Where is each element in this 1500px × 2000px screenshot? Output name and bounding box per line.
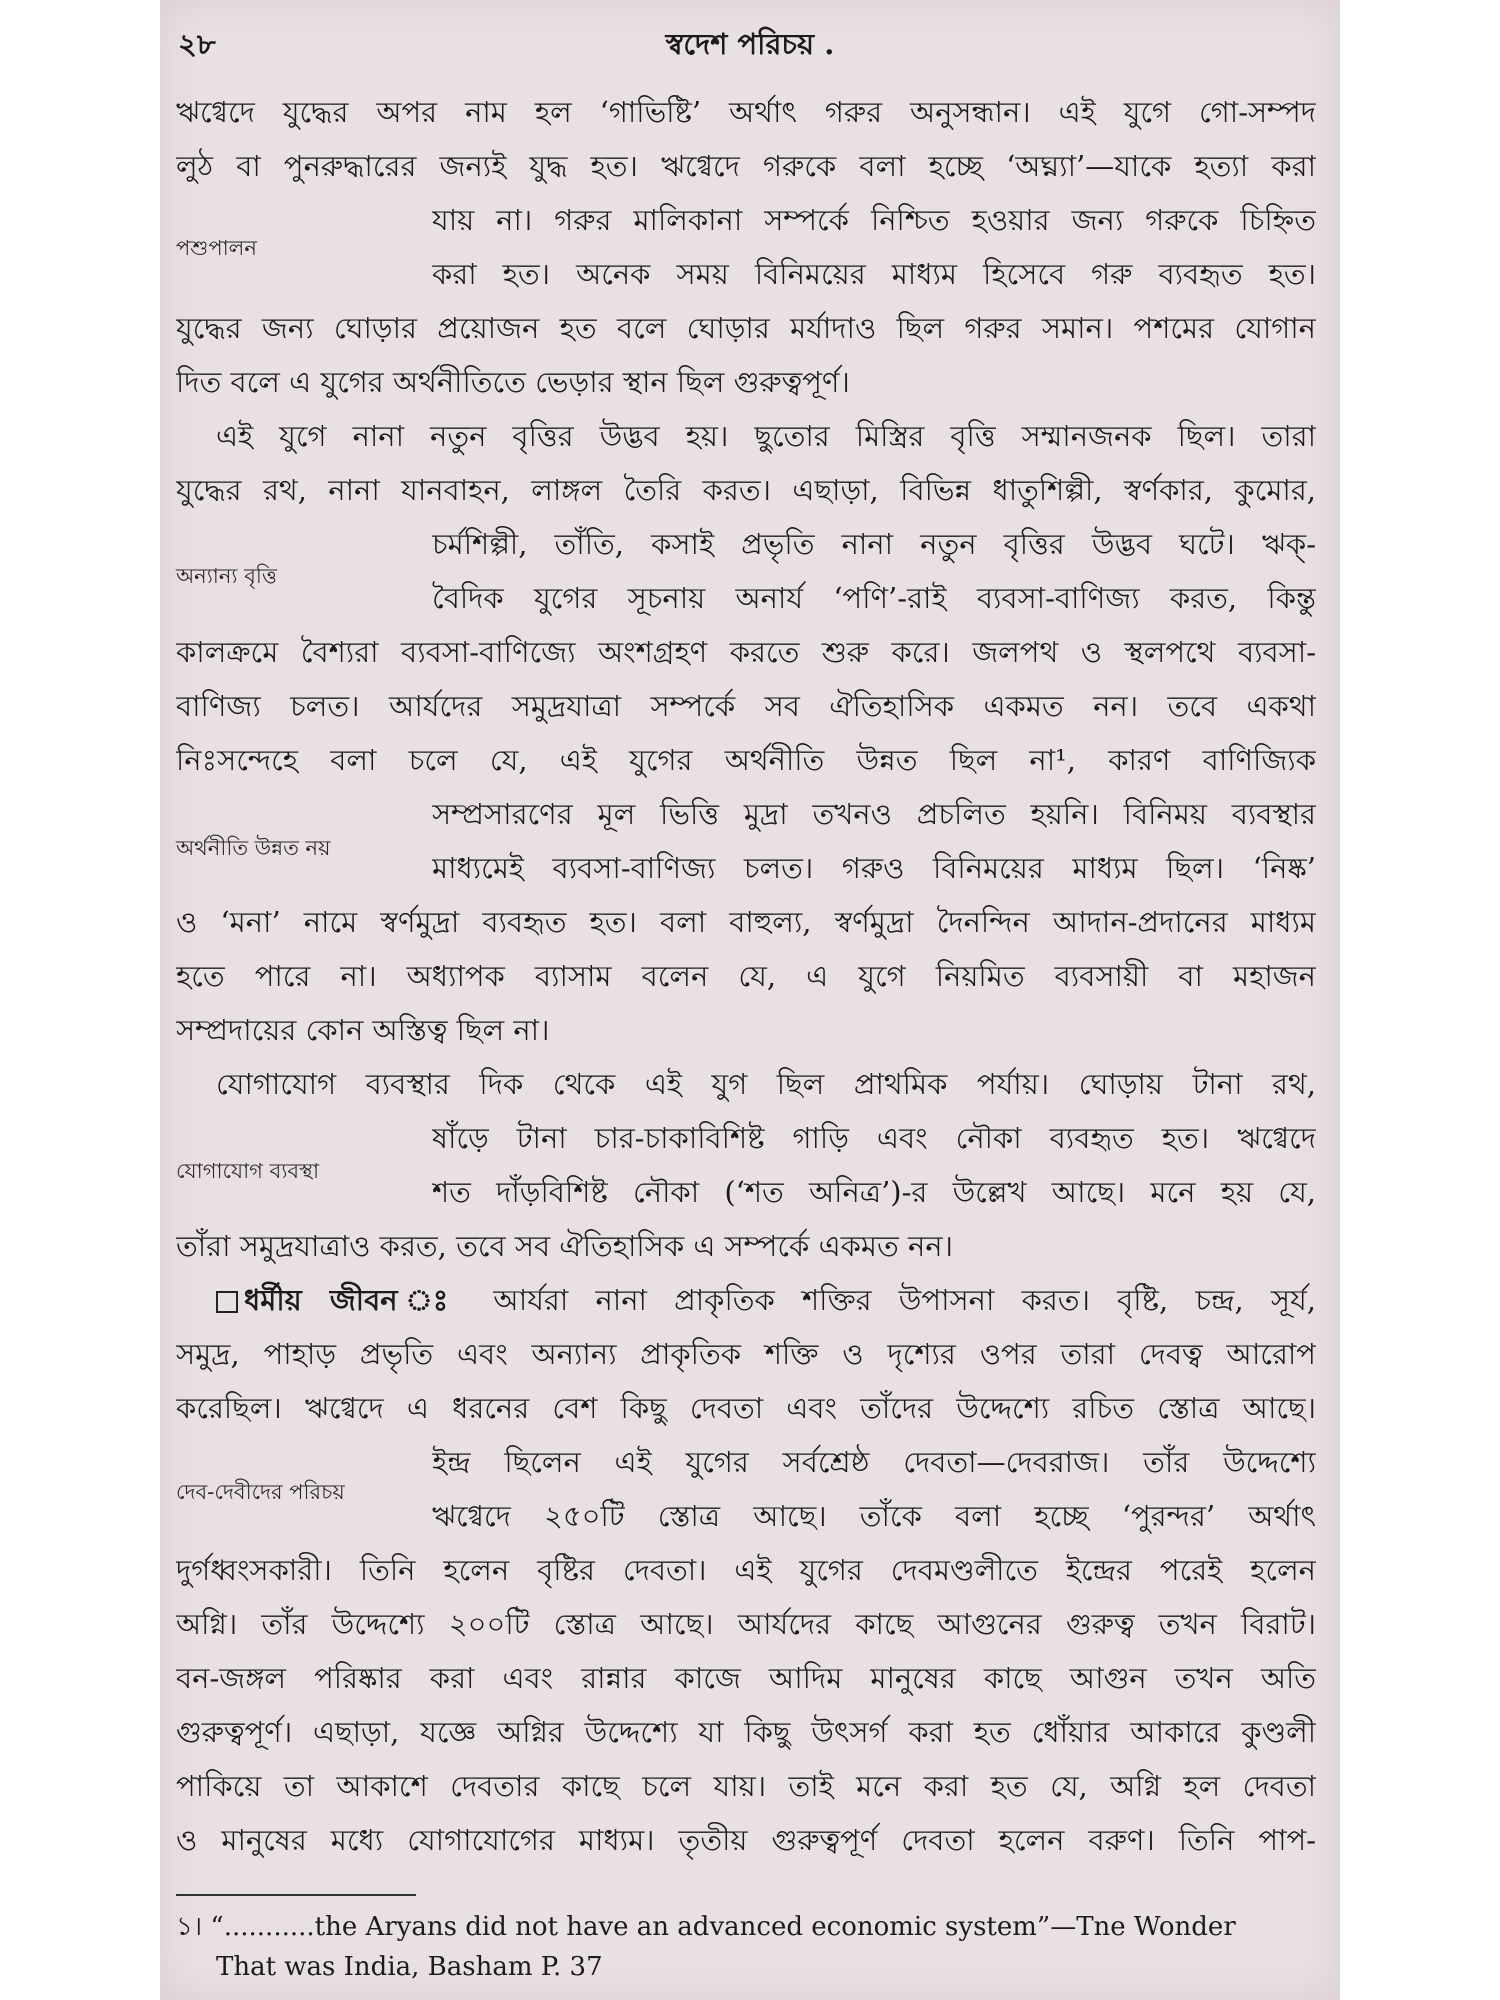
- text-line: পাকিয়ে তা আকাশে দেবতার কাছে চলে যায়। তাই মনে করা হত যে, অগ্নি হল দেবতা: [176, 1769, 1316, 1803]
- text-line: ঋগ্বেদে যুদ্ধের অপর নাম হল ‘গাভিষ্টি’ অর্থাৎ গরুর অনুসন্ধান। এই যুগে গো-সম্পদ: [176, 95, 1316, 129]
- footnote-line: ১। “...........the Aryans did not have an advanced economic system”—Tne Wonder: [176, 1912, 1236, 1942]
- text-line: যায় না। গরুর মালিকানা সম্পর্কে নিশ্চিত হওয়ার জন্য গরুকে চিহ্নিত: [432, 203, 1316, 237]
- text-line: গুরুত্বপূর্ণ। এছাড়া, যজ্ঞে অগ্নির উদ্দেশ্যে যা কিছু উৎসর্গ করা হত ধোঁয়ার আকারে কুণ্ডলী: [176, 1715, 1316, 1749]
- checkbox-square-icon: [216, 1291, 238, 1313]
- section-heading: ধর্মীয় জীবন ঃ: [244, 1283, 467, 1317]
- text-line: শত দাঁড়বিশিষ্ট নৌকা (‘শত অনিত্র’)-র উল্লেখ আছে। মনে হয় যে,: [432, 1175, 1316, 1209]
- text-line: ইন্দ্র ছিলেন এই যুগের সর্বশ্রেষ্ঠ দেবতা—দেবরাজ। তাঁর উদ্দেশ্যে: [432, 1445, 1316, 1479]
- text-line: অগ্নি। তাঁর উদ্দেশ্যে ২০০টি স্তোত্র আছে। আর্যদের কাছে আগুনের গুরুত্ব তখন বিরাট।: [176, 1607, 1316, 1641]
- text-line: তাঁরা সমুদ্রযাত্রাও করত, তবে সব ঐতিহাসিক এ সম্পর্কে একমত নন।: [176, 1229, 953, 1263]
- text-line: চর্মশিল্পী, তাঁতি, কসাই প্রভৃতি নানা নতুন বৃত্তির উদ্ভব ঘটে। ঋক্-: [432, 527, 1316, 561]
- text-line: যুদ্ধের রথ, নানা যানবাহন, লাঙ্গল তৈরি করত। এছাড়া, বিভিন্ন ধাতুশিল্পী, স্বর্ণকার, কুমোর,: [176, 473, 1316, 507]
- text-line: দিত বলে এ যুগের অর্থনীতিতে ভেড়ার স্থান ছিল গুরুত্বপূর্ণ।: [176, 365, 850, 399]
- text-line: যোগাযোগ ব্যবস্থার দিক থেকে এই যুগ ছিল প্রাথমিক পর্যায়। ঘোড়ায় টানা রথ,: [216, 1067, 1316, 1101]
- text-line: ঋগ্বেদে ২৫০টি স্তোত্র আছে। তাঁকে বলা হচ্ছে ‘পুরন্দর’ অর্থাৎ: [432, 1499, 1316, 1533]
- text-line: সম্প্রদায়ের কোন অস্তিত্ব ছিল না।: [176, 1013, 550, 1047]
- text-line: ও মানুষের মধ্যে যোগাযোগের মাধ্যম। তৃতীয় গুরুত্বপূর্ণ দেবতা হলেন বরুণ। তিনি পাপ-: [176, 1823, 1316, 1857]
- margin-note-communication: যোগাযোগ ব্যবস্থা: [176, 1159, 320, 1183]
- section-heading-line: [216, 1280, 1316, 1320]
- text-line: দুর্গধ্বংসকারী। তিনি হলেন বৃষ্টির দেবতা। এই যুগের দেবমণ্ডলীতে ইন্দ্রের পরেই হলেন: [176, 1553, 1316, 1587]
- text-line: এই যুগে নানা নতুন বৃত্তির উদ্ভব হয়। ছুতোর মিস্ত্রির বৃত্তি সম্মানজনক ছিল। তারা: [216, 419, 1316, 453]
- running-title: স্বদেশ পরিচয় .: [665, 27, 835, 61]
- text-line: লুঠ বা পুনরুদ্ধারের জন্যই যুদ্ধ হত। ঋগ্বেদে গরুকে বলা হচ্ছে ‘অঘ্ন্যা’—যাকে হত্যা করা: [176, 149, 1316, 183]
- text-line: সম্প্রসারণের মূল ভিত্তি মুদ্রা তখনও প্রচলিত হয়নি। বিনিময় ব্যবস্থার: [432, 797, 1316, 831]
- text-line: আর্যরা নানা প্রাকৃতিক শক্তির উপাসনা করত। বৃষ্টি, চন্দ্র, সূর্য,: [493, 1283, 1316, 1317]
- text-line: কালক্রমে বৈশ্যরা ব্যবসা-বাণিজ্যে অংশগ্রহণ করতে শুরু করে। জলপথ ও স্থলপথে ব্যবসা-: [176, 635, 1316, 669]
- text-line: ও ‘মনা’ নামে স্বর্ণমুদ্রা ব্যবহৃত হত। বলা বাহুল্য, স্বর্ণমুদ্রা দৈনন্দিন আদান-প্রদানের মাধ্যম: [176, 905, 1316, 939]
- text-line: যুদ্ধের জন্য ঘোড়ার প্রয়োজন হত বলে ঘোড়ার মর্যাদাও ছিল গরুর সমান। পশমের যোগান: [176, 311, 1316, 345]
- margin-note-pastoral: পশুপালন: [176, 236, 257, 260]
- text-line: বাণিজ্য চলত। আর্যদের সমুদ্রযাত্রা সম্পর্কে সব ঐতিহাসিক একমত নন। তবে একথা: [176, 689, 1316, 723]
- footnote-divider: [176, 1894, 416, 1896]
- text-line: সমুদ্র, পাহাড় প্রভৃতি এবং অন্যান্য প্রাকৃতিক শক্তি ও দৃশ্যের ওপর তারা দেবত্ব আরোপ: [176, 1337, 1316, 1371]
- page-number: ২৮: [178, 27, 216, 61]
- text-line: ষাঁড়ে টানা চার-চাকাবিশিষ্ট গাড়ি এবং নৌকা ব্যবহৃত হত। ঋগ্বেদে: [432, 1121, 1316, 1155]
- footnote-line: That was India, Basham P. 37: [216, 1952, 603, 1982]
- margin-note-economy: অর্থনীতি উন্নত নয়: [176, 836, 331, 860]
- text-line: করেছিল। ঋগ্বেদে এ ধরনের বেশ কিছু দেবতা এবং তাঁদের উদ্দেশ্যে রচিত স্তোত্র আছে।: [176, 1391, 1316, 1425]
- margin-note-deities: দেব-দেবীদের পরিচয়: [176, 1480, 345, 1504]
- text-line: মাধ্যমেই ব্যবসা-বাণিজ্য চলত। গরুও বিনিময়ের মাধ্যম ছিল। ‘নিষ্ক’: [432, 851, 1316, 885]
- book-page: [160, 0, 1340, 2000]
- text-line: করা হত। অনেক সময় বিনিময়ের মাধ্যম হিসেবে গরু ব্যবহৃত হত।: [432, 257, 1316, 291]
- text-line: বন-জঙ্গল পরিষ্কার করা এবং রান্নার কাজে আদিম মানুষের কাছে আগুন তখন অতি: [176, 1661, 1316, 1695]
- text-line: নিঃসন্দেহে বলা চলে যে, এই যুগের অর্থনীতি উন্নত ছিল না¹, কারণ বাণিজ্যিক: [176, 743, 1316, 777]
- margin-note-other-occupations: অন্যান্য বৃত্তি: [176, 564, 277, 588]
- text-line: বৈদিক যুগের সূচনায় অনার্য ‘পণি’-রাই ব্যবসা-বাণিজ্য করত, কিন্তু: [432, 581, 1316, 615]
- text-line: হতে পারে না। অধ্যাপক ব্যাসাম বলেন যে, এ যুগে নিয়মিত ব্যবসায়ী বা মহাজন: [176, 959, 1316, 993]
